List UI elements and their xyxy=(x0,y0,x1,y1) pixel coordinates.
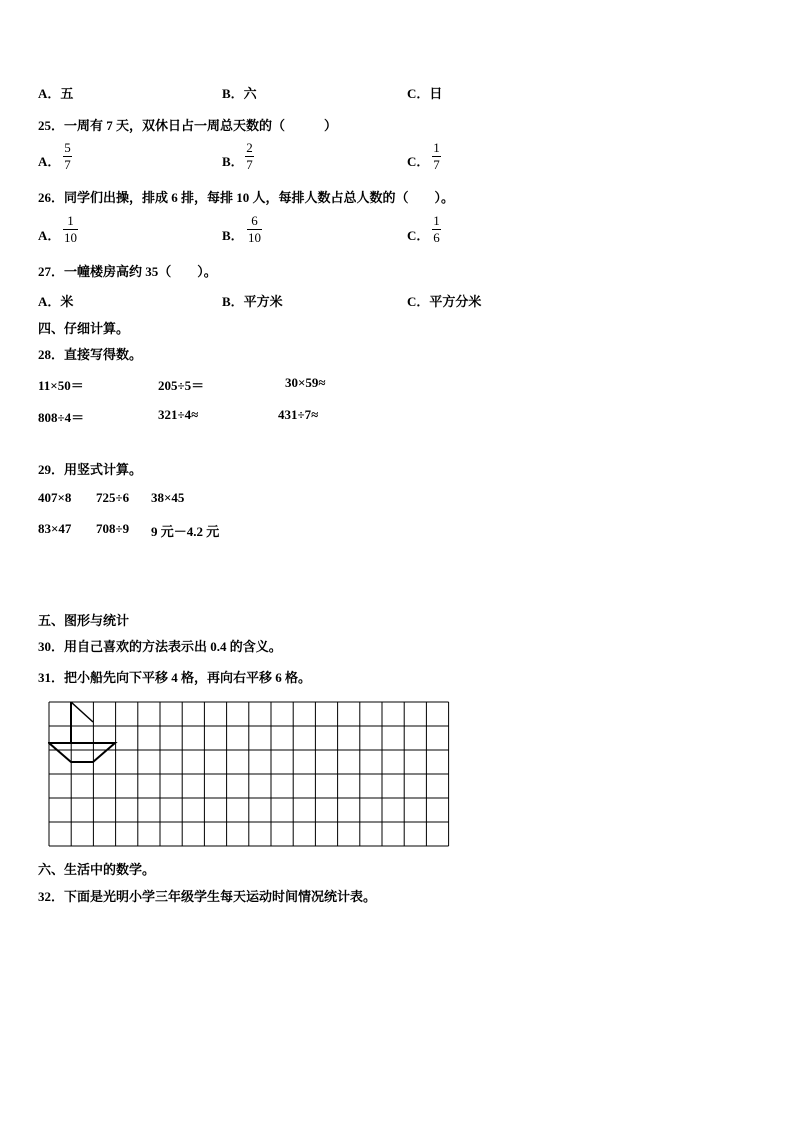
translation-grid xyxy=(48,701,452,847)
q27-option-a xyxy=(38,291,73,310)
option-text: 五 xyxy=(60,86,74,101)
option-letter: C． xyxy=(407,294,430,309)
numerator: 5 xyxy=(64,140,71,155)
option-text: 日 xyxy=(429,86,443,101)
q26-stem: 26．同学们出操，排成 6 排，每排 10 人，每排人数占总人数的（ ）。 xyxy=(38,190,455,205)
q26-option-a-letter: A． xyxy=(38,228,61,243)
numerator: 2 xyxy=(246,140,253,155)
denominator: 7 xyxy=(433,157,440,172)
q28-item: 431÷7≈ xyxy=(278,407,319,422)
option-text: 平方分米 xyxy=(429,294,482,309)
q32-stem: 32．下面是光明小学三年级学生每天运动时间情况统计表。 xyxy=(38,889,377,904)
q25-option-a-letter: A． xyxy=(38,154,61,169)
denominator: 10 xyxy=(248,230,261,245)
q25-stem: 25．一周有 7 天，双休日占一周总天数的（ ） xyxy=(38,118,338,133)
numerator: 1 xyxy=(433,213,440,228)
q24-option-b xyxy=(222,83,257,102)
q27-option-b xyxy=(222,291,283,310)
q25-option-c-letter: C． xyxy=(407,154,430,169)
q29-item: 83×47 xyxy=(38,521,72,536)
q25-option-c-fraction xyxy=(432,140,441,173)
option-text: 米 xyxy=(60,294,74,309)
q27-stem: 27．一幢楼房高约 35（ ）。 xyxy=(38,264,217,279)
q26-option-a-fraction xyxy=(63,213,78,246)
q28-item: 30×59≈ xyxy=(285,375,326,390)
numerator: 1 xyxy=(67,213,74,228)
numerator: 6 xyxy=(251,213,258,228)
section-4-heading: 四、仔细计算。 xyxy=(38,321,130,336)
option-letter: B． xyxy=(222,294,244,309)
q29-item: 38×45 xyxy=(151,490,185,505)
q24-option-c xyxy=(407,83,442,102)
q30-stem: 30．用自己喜欢的方法表示出 0.4 的含义。 xyxy=(38,639,282,654)
q29-stem: 29．用竖式计算。 xyxy=(38,462,143,477)
section-5-heading: 五、图形与统计 xyxy=(38,613,130,628)
denominator: 7 xyxy=(64,157,71,172)
q31-stem: 31．把小船先向下平移 4 格，再向右平移 6 格。 xyxy=(38,670,312,685)
q26-option-b-fraction xyxy=(247,213,262,246)
q28-item: 11×50＝ xyxy=(38,378,84,393)
q25-option-b-letter: B． xyxy=(222,154,244,169)
option-letter: A． xyxy=(38,86,61,101)
denominator: 10 xyxy=(64,230,77,245)
boat-figure xyxy=(49,702,115,762)
q29-item: 725÷6 xyxy=(96,490,130,505)
q29-item: 708÷9 xyxy=(96,521,130,536)
q24-option-a xyxy=(38,83,73,102)
grid-lines xyxy=(49,702,449,846)
option-letter: A． xyxy=(38,294,61,309)
option-text: 六 xyxy=(243,86,257,101)
q28-item: 321÷4≈ xyxy=(158,407,199,422)
numerator: 1 xyxy=(433,140,440,155)
denominator: 7 xyxy=(246,157,253,172)
option-letter: C． xyxy=(407,86,430,101)
q28-item: 808÷4＝ xyxy=(38,410,85,425)
q26-option-c-letter: C． xyxy=(407,228,430,243)
q27-option-c xyxy=(407,291,481,310)
q29-item: 407×8 xyxy=(38,490,72,505)
denominator: 6 xyxy=(433,230,440,245)
option-letter: B． xyxy=(222,86,244,101)
boat-hull xyxy=(49,743,115,762)
q25-option-a-fraction xyxy=(63,140,72,173)
boat-sail xyxy=(71,702,93,722)
q26-option-b-letter: B． xyxy=(222,228,244,243)
q29-item: 9 元－4.2 元 xyxy=(151,524,220,539)
option-text: 平方米 xyxy=(243,294,283,309)
q28-item: 205÷5＝ xyxy=(158,378,205,393)
q26-option-c-fraction xyxy=(432,213,441,246)
section-6-heading: 六、生活中的数学。 xyxy=(38,862,156,877)
q28-stem: 28．直接写得数。 xyxy=(38,347,143,362)
q25-option-b-fraction xyxy=(245,140,254,173)
